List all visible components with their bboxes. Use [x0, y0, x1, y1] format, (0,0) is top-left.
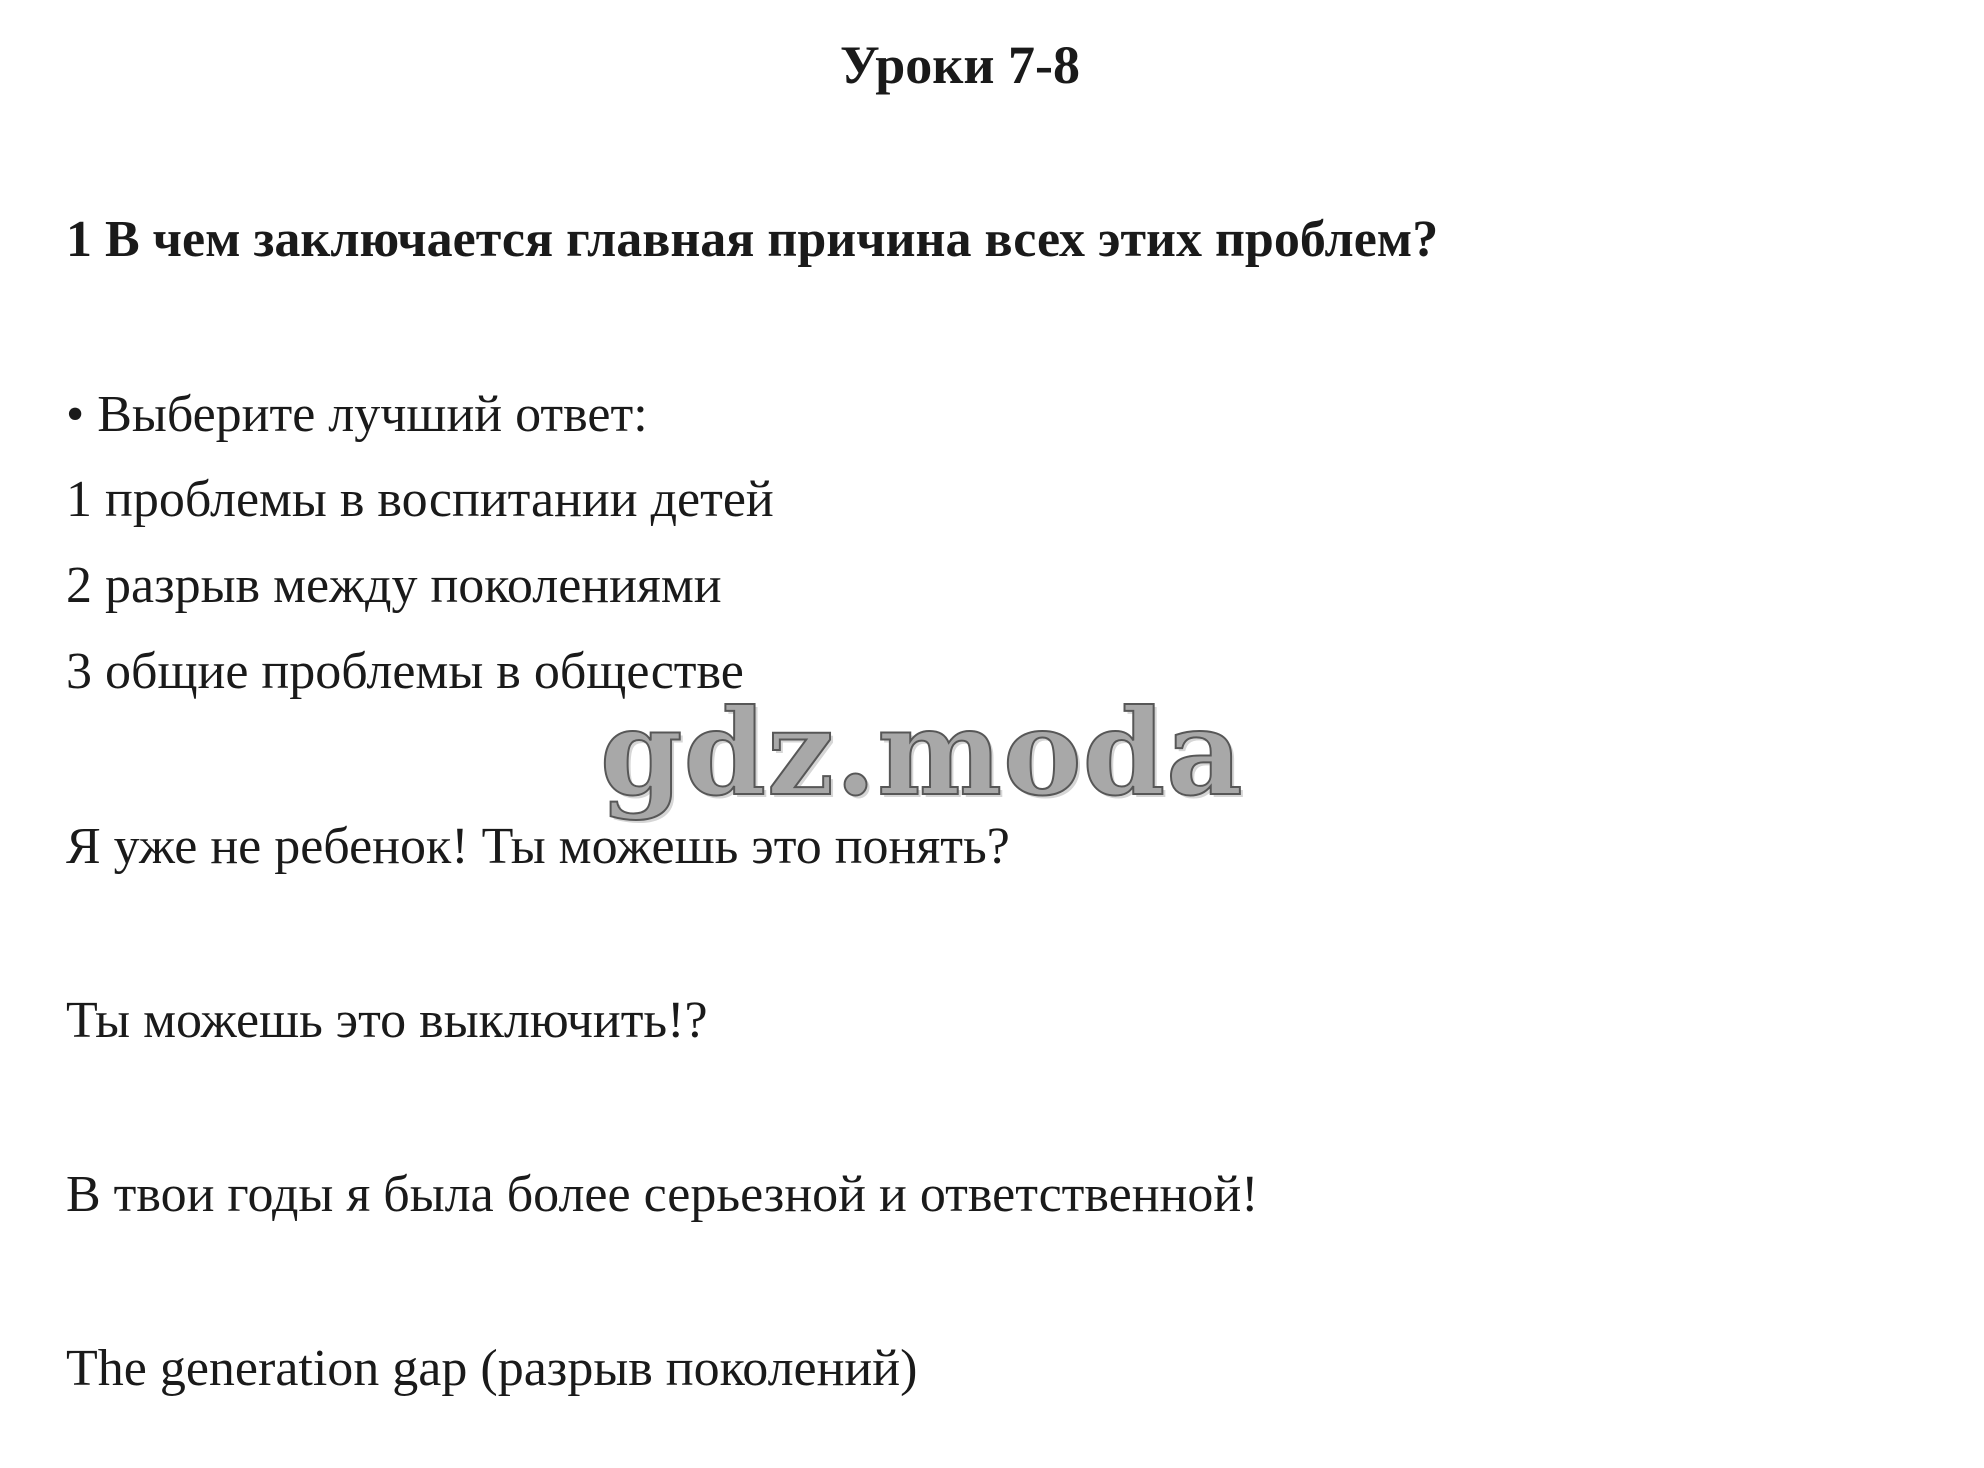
- phrase-2: Ты можешь это выключить!?: [66, 992, 708, 1049]
- question-heading: 1 В чем заключается главная причина всех этих проблем?: [66, 211, 1439, 268]
- answer-text: The generation gap (разрыв поколений): [66, 1340, 918, 1397]
- page-title: Уроки 7-8: [840, 35, 1080, 95]
- phrase-1: Я уже не ребенок! Ты можешь это понять?: [66, 818, 1010, 875]
- option-1: 1 проблемы в воспитании детей: [66, 471, 774, 528]
- option-3: 3 общие проблемы в обществе: [66, 643, 744, 700]
- phrase-3: В твои годы я была более серьезной и ответственной!: [66, 1166, 1259, 1223]
- option-2: 2 разрыв между поколениями: [66, 557, 722, 614]
- watermark-logo: gdz.moda: [600, 683, 1244, 822]
- instruction-text: • Выберите лучший ответ:: [66, 386, 648, 443]
